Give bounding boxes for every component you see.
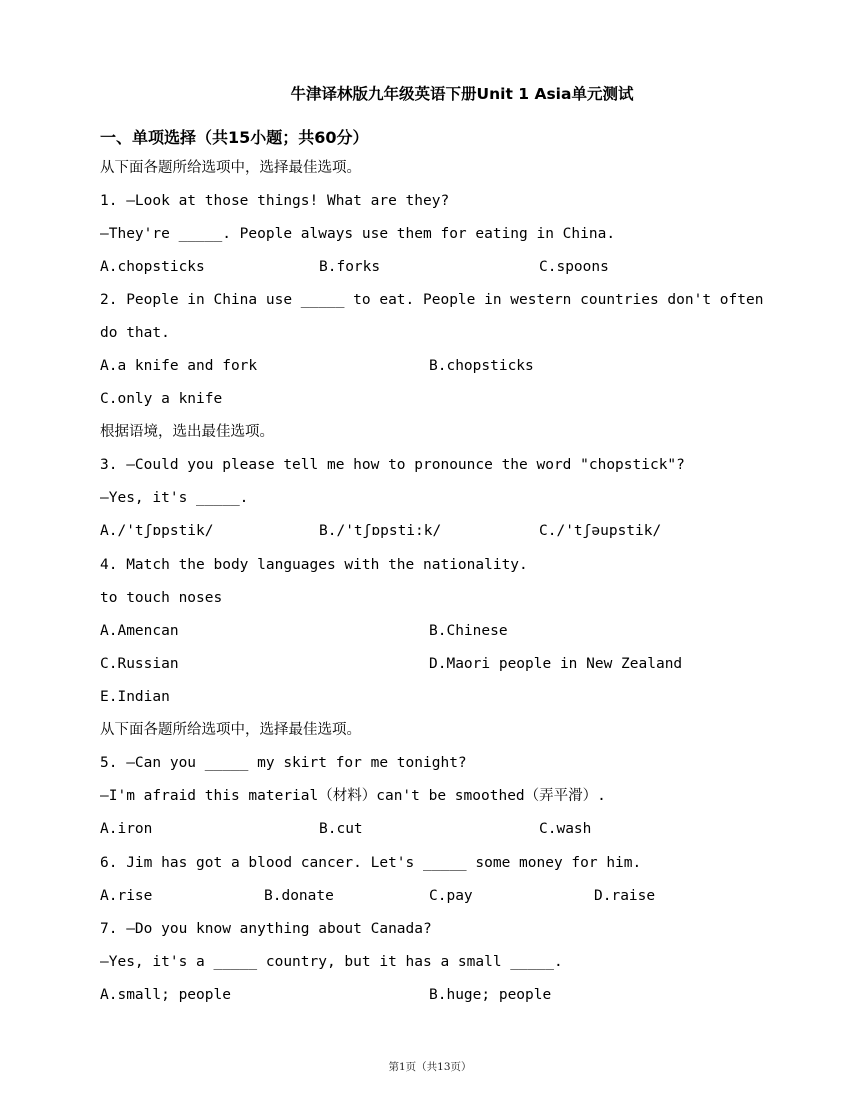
- section-heading: 一、单项选择（共15小题；共60分）: [100, 128, 369, 147]
- question-1-line2: —They're _____. People always use them for eating in China.: [100, 226, 616, 242]
- question-4-option-c[interactable]: C.Russian: [100, 656, 179, 672]
- question-6-option-d[interactable]: D.raise: [594, 888, 656, 904]
- question-5-option-b[interactable]: B.cut: [319, 821, 363, 837]
- instruction-text: 从下面各题所给选项中，选择最佳选项。: [100, 160, 361, 176]
- question-1-stem: 1. —Look at those things! What are they?: [100, 193, 450, 209]
- question-3-option-c[interactable]: C./'tʃəupstik/: [539, 523, 662, 539]
- question-2-line2: do that.: [100, 325, 170, 341]
- question-4-line2: to touch noses: [100, 590, 223, 606]
- question-1-option-c[interactable]: C.spoons: [539, 259, 609, 275]
- question-3-stem: 3. —Could you please tell me how to pronounce the word "chopstick"?: [100, 457, 685, 473]
- question-7-option-a[interactable]: A.small; people: [100, 987, 231, 1003]
- question-5-line2: —I'm afraid this material（材料）can't be smoothed（弄平滑）.: [100, 788, 606, 804]
- question-4-option-e[interactable]: E.Indian: [100, 689, 170, 705]
- question-3-option-a[interactable]: A./'tʃɒpstik/: [100, 523, 214, 539]
- question-6-stem: 6. Jim has got a blood cancer. Let's _____ some money for him.: [100, 855, 642, 871]
- question-3-line2: —Yes, it's _____.: [100, 490, 249, 506]
- question-7-stem: 7. —Do you know anything about Canada?: [100, 921, 432, 937]
- page-title: 牛津译林版九年级英语下册Unit 1 Asia单元测试: [290, 85, 634, 103]
- question-2-option-c[interactable]: C.only a knife: [100, 391, 223, 407]
- question-4-option-b[interactable]: B.Chinese: [429, 623, 508, 639]
- question-5-option-c[interactable]: C.wash: [539, 821, 592, 837]
- question-2-option-a[interactable]: A.a knife and fork: [100, 358, 258, 374]
- instruction-text: 从下面各题所给选项中，选择最佳选项。: [100, 722, 361, 738]
- question-5-option-a[interactable]: A.iron: [100, 821, 153, 837]
- question-7-line2: —Yes, it's a _____ country, but it has a small _____.: [100, 954, 563, 970]
- question-2-stem: 2. People in China use _____ to eat. People in western countries don't often: [100, 292, 764, 308]
- question-1-option-a[interactable]: A.chopsticks: [100, 259, 205, 275]
- question-1-option-b[interactable]: B.forks: [319, 259, 381, 275]
- question-7-option-b[interactable]: B.huge; people: [429, 987, 552, 1003]
- question-6-option-b[interactable]: B.donate: [264, 888, 334, 904]
- question-5-stem: 5. —Can you _____ my skirt for me tonight?: [100, 755, 467, 771]
- question-2-option-b[interactable]: B.chopsticks: [429, 358, 534, 374]
- question-6-option-a[interactable]: A.rise: [100, 888, 153, 904]
- question-3-option-b[interactable]: B./'tʃɒpsti:k/: [319, 523, 442, 539]
- page-footer: 第1页（共13页）: [388, 1061, 472, 1073]
- question-4-option-a[interactable]: A.Amencan: [100, 623, 179, 639]
- question-4-option-d[interactable]: D.Maori people in New Zealand: [429, 656, 683, 672]
- question-4-stem: 4. Match the body languages with the nationality.: [100, 557, 528, 573]
- question-6-option-c[interactable]: C.pay: [429, 888, 473, 904]
- instruction-text: 根据语境，选出最佳选项。: [100, 424, 274, 440]
